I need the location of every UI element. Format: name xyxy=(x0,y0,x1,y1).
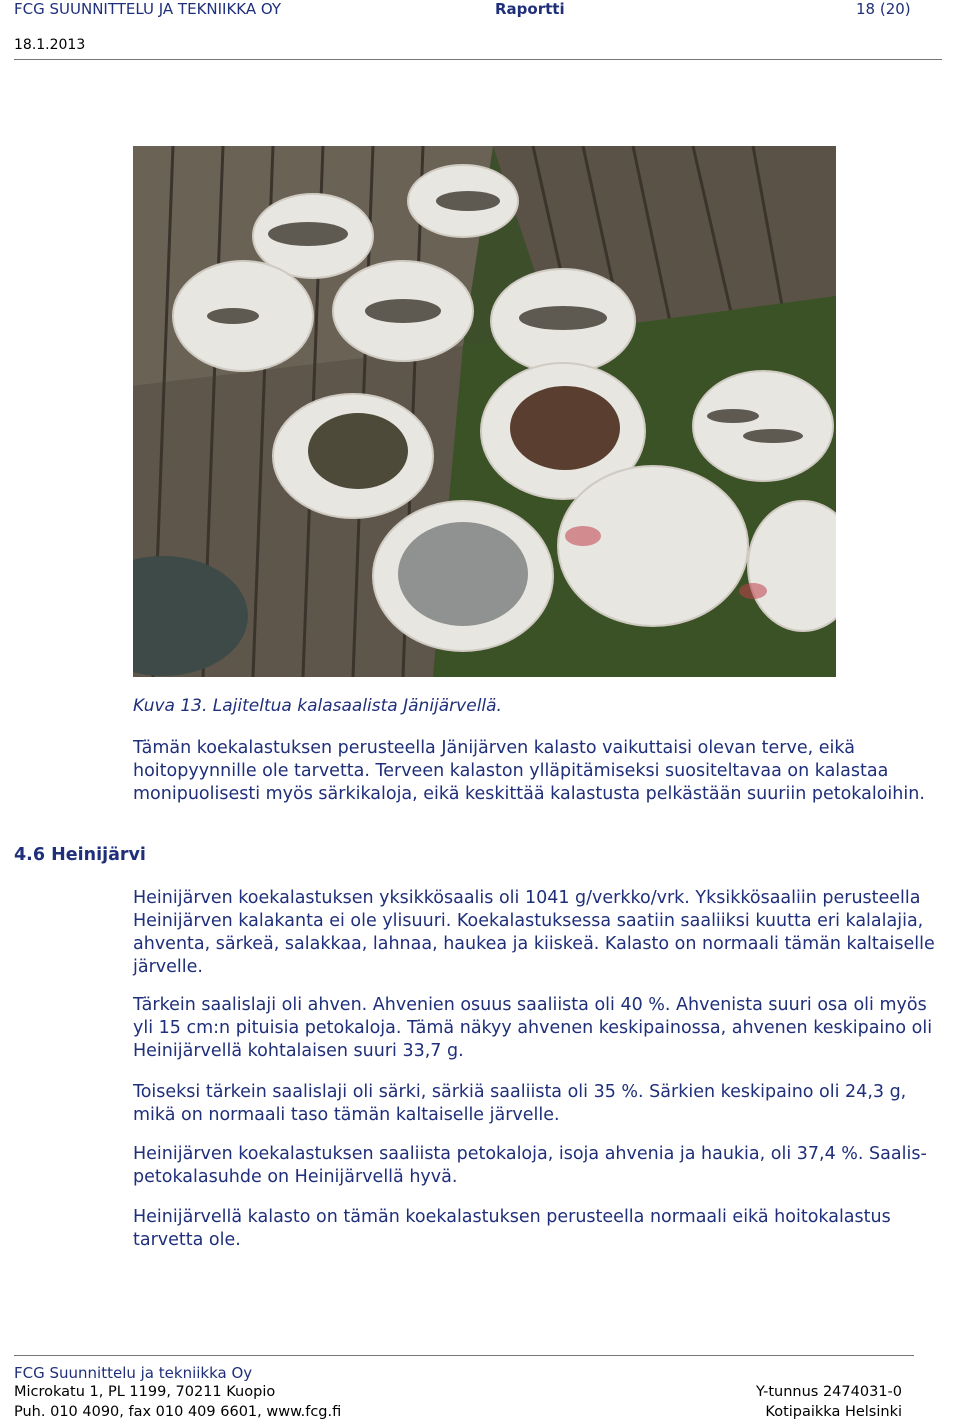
footer-contact: Puh. 010 4090, fax 010 409 6601, www.fcg.fi xyxy=(14,1404,342,1420)
header-company: FCG SUUNNITTELU JA TEKNIIKKA OY xyxy=(14,0,282,18)
paragraph-heinijarvi-catch: Heinijärven koekalastuksen yksikkösaalis oli 1041 g/verkko/vrk. Yksikkösaaliin perusteella Heinijärven kalakanta ei ole ylisuuri. Koekalastuksessa saatiin saaliiksi kuutta eri kalalajia, ahventa, särkeä, salakkaa, lahnaa, haukea ja kiiskeä. Kalasto on normaali tämän kaltaiselle järvelle. xyxy=(133,888,935,977)
paragraph-conclusion: Heinijärvellä kalasto on tämän koekalastuksen perusteella normaali eikä hoitokalastus tarvetta ole. xyxy=(133,1207,891,1250)
paragraph-perch: Tärkein saalislaji oli ahven. Ahvenien osuus saaliista oli 40 %. Ahvenista suuri osa oli myös yli 15 cm:n pituisia petokaloja. Tämä näkyy ahvenen keskipainossa, ahvenen keskipaino oli Heinijärvellä kohtalaisen suuri 33,7 g. xyxy=(133,995,933,1061)
paragraph-roach: Toiseksi tärkein saalislaji oli särki, särkiä saaliista oli 35 %. Särkien keskipaino oli 24,3 g, mikä on normaali taso tämän kaltaiselle järvelle. xyxy=(133,1082,907,1125)
fish-bowls-photo xyxy=(133,146,836,677)
figure-caption: Kuva 13. Lajiteltua kalasaalista Jänijärvellä. xyxy=(133,696,502,716)
header-date: 18.1.2013 xyxy=(14,37,86,53)
paragraph-predators: Heinijärven koekalastuksen saaliista petokaloja, isoja ahvenia ja haukia, oli 37,4 %. Saalis-petokalasuhde on Heinijärvellä hyvä. xyxy=(133,1144,927,1187)
footer-business-id: Y-tunnus 2474031-0 xyxy=(755,1384,902,1400)
section-heading-heinijarvi: 4.6 Heinijärvi xyxy=(14,845,146,865)
paragraph-janijarvi-summary: Tämän koekalastuksen perusteella Jänijärven kalasto vaikuttaisi olevan terve, eikä hoitopyynnille ole tarvetta. Terveen kalaston ylläpitämiseksi suositeltavaa on kalastaa monipuolisesti myös särkikaloja, eikä keskittää kalastusta pelkästään suuriin petokaloihin. xyxy=(133,738,925,804)
header-doc-type: Raportti xyxy=(495,0,565,18)
header-page-number: 18 (20) xyxy=(856,0,911,18)
footer-domicile: Kotipaikka Helsinki xyxy=(765,1404,902,1420)
footer-company: FCG Suunnittelu ja tekniikka Oy xyxy=(14,1364,253,1382)
footer-divider xyxy=(14,1355,914,1356)
footer-address: Microkatu 1, PL 1199, 70211 Kuopio xyxy=(14,1384,276,1400)
header-divider xyxy=(14,59,942,60)
